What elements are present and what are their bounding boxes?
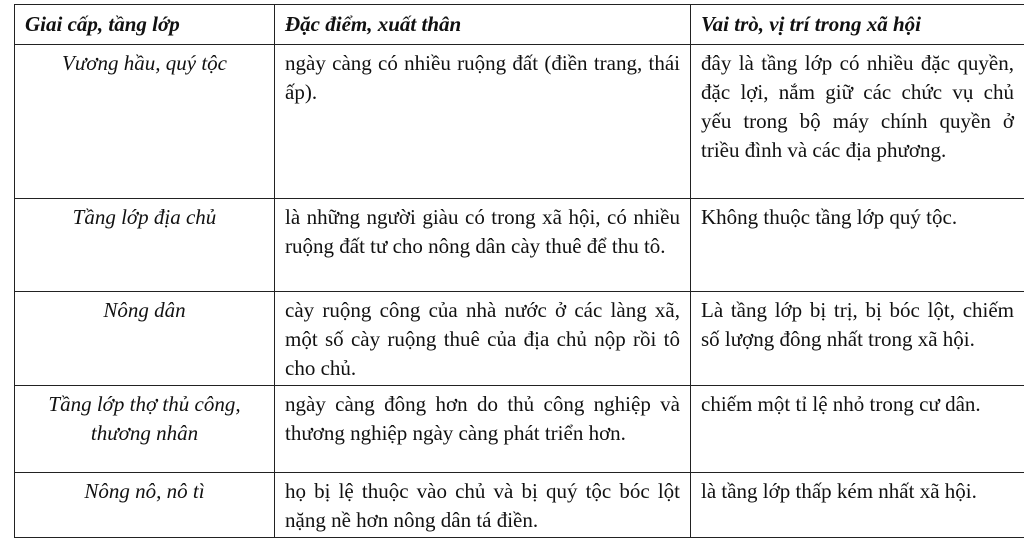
table-row [15,292,1024,386]
class-cell: Nông nô, nô tì [15,473,275,538]
features-cell: cày ruộng công của nhà nước ở các làng xã, một số cày ruộng thuê của địa chủ nộp rồi tô cho chủ. [275,292,691,386]
table-row [15,45,1024,199]
features-cell: ngày càng đông hơn do thủ công nghiệp và thương nghiệp ngày càng phát triển hơn. [275,386,691,473]
header-class: Giai cấp, tầng lớp [15,5,275,45]
header-row [15,5,1024,45]
social-classes-table [14,4,1024,538]
features-cell: họ bị lệ thuộc vào chủ và bị quý tộc bóc lột nặng nề hơn nông dân tá điền. [275,473,691,538]
header-role: Vai trò, vị trí trong xã hội [691,5,1024,45]
table-row [15,386,1024,473]
role-cell: Không thuộc tầng lớp quý tộc. [691,199,1024,292]
table-row [15,473,1024,538]
role-cell: Là tầng lớp bị trị, bị bóc lột, chiếm số lượng đông nhất trong xã hội. [691,292,1024,386]
header-features: Đặc điểm, xuất thân [275,5,691,45]
role-cell: chiếm một tỉ lệ nhỏ trong cư dân. [691,386,1024,473]
class-cell: Tầng lớp thợ thủ công, thương nhân [15,386,275,473]
table-row [15,199,1024,292]
role-cell: đây là tầng lớp có nhiều đặc quyền, đặc lợi, nắm giữ các chức vụ chủ yếu trong bộ máy chính quyền ở triều đình và các địa phương. [691,45,1024,199]
class-cell: Nông dân [15,292,275,386]
role-cell: là tầng lớp thấp kém nhất xã hội. [691,473,1024,538]
features-cell: ngày càng có nhiều ruộng đất (điền trang, thái ấp). [275,45,691,199]
class-cell: Vương hầu, quý tộc [15,45,275,199]
features-cell: là những người giàu có trong xã hội, có nhiều ruộng đất tư cho nông dân cày thuê để thu tô. [275,199,691,292]
class-cell: Tầng lớp địa chủ [15,199,275,292]
